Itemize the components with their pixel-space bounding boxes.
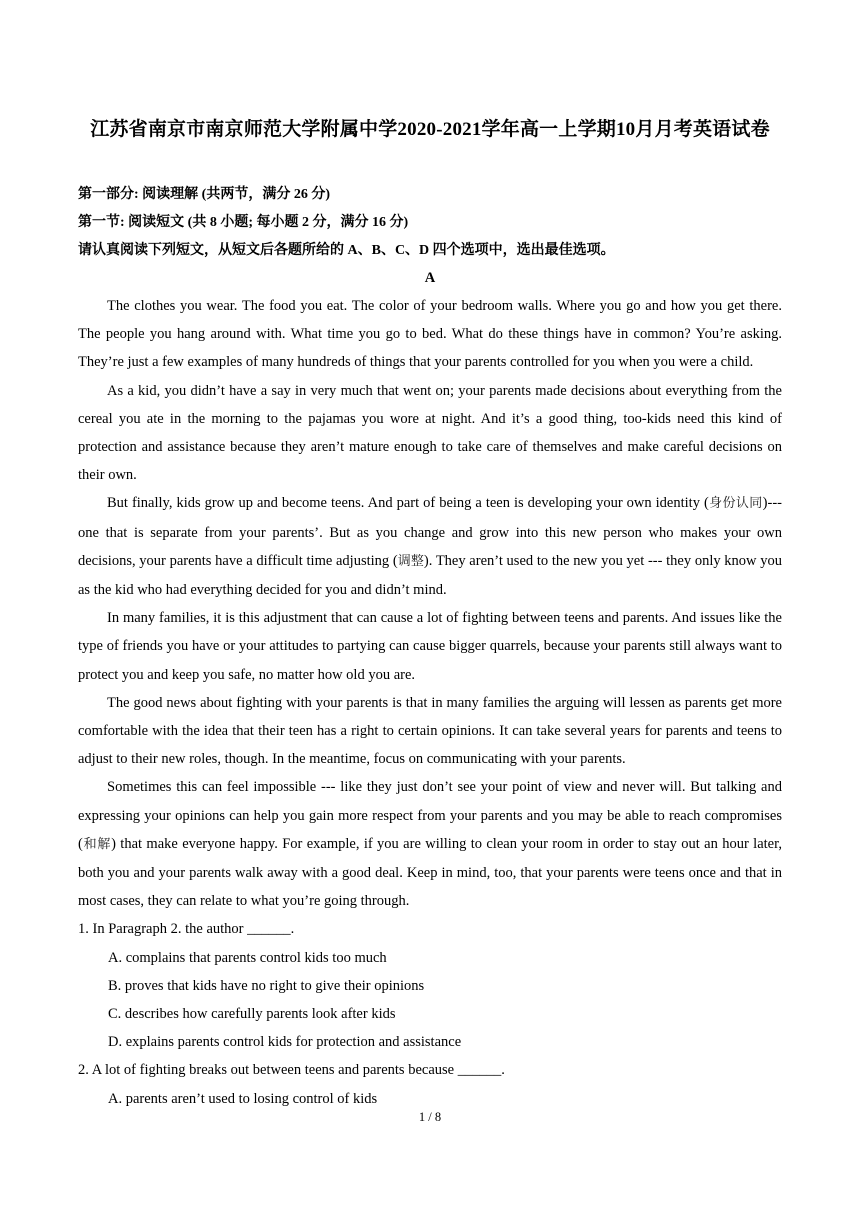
page-number: 1 / 8 <box>418 1110 442 1124</box>
paragraph-6-part-b: ) that make everyone happy. For example, if you are willing to clean your room in order to stay out an hour later, both you and your parents walk away with a good deal. Keep in mind, too, that your parents were teens once and that in most cases, they can relate to what you’re going through. <box>78 835 782 910</box>
paragraph-6 <box>78 773 782 915</box>
paragraph-3-part-a: But finally, kids grow up and become teens. And part of being a teen is developing your own identity ( <box>107 495 709 512</box>
gloss-identity: 身份认同 <box>708 496 763 512</box>
question-1-option-a: A. complains that parents control kids too much <box>108 949 387 966</box>
question-1-option-d: D. explains parents control kids for protection and assistance <box>108 1034 462 1051</box>
paragraph-3-part-b: )---one that is separate from your parents’. But as you change and grow into this new person who makes your own decisions, your parents have a difficult time adjusting ( <box>78 495 782 569</box>
question-1-stem: 1. In Paragraph 2. the author ______. <box>78 921 295 938</box>
gloss-compromises: 和解 <box>82 836 112 852</box>
paragraph-3-part-c: ). They aren’t used to the new you yet --- they only know you as the kid who had everything decided for you and didn’t mind. <box>78 552 782 599</box>
passage-label: A <box>424 270 436 286</box>
paragraph-2: As a kid, you didn’t have a say in very much that went on; your parents made decisions about everything from the cereal you ate in the morning to the pajamas you wore at night. And it’s a good thing, too-kids need this kind of protection and assistance because they aren’t mature enough to take care of themselves and make careful decisions on their own. <box>78 382 782 484</box>
instruction-text: 请认真阅读下列短文，从短文后各题所给的 A、B、C、D 四个选项中，选出最佳选项。 <box>78 243 615 258</box>
question-2-stem: 2. A lot of fighting breaks out between teens and parents because ______. <box>78 1062 505 1079</box>
question-1-option-b: B. proves that kids have no right to give their opinions <box>108 977 425 994</box>
paragraph-4: In many families, it is this adjustment that can cause a lot of fighting between teens and parents. And issues like the type of friends you have or your attitudes to partying can cause bigger quarrels, because your parents still always want to protect you and keep you safe, no matter how old you are. <box>78 610 782 683</box>
document-title: 江苏省南京市南京师范大学附属中学2020-2021学年高一上学期10月月考英语试卷 <box>90 119 770 140</box>
passage-body <box>78 292 782 1113</box>
paragraph-6-part-a: Sometimes this can feel impossible --- like they just don’t see your point of view and never will. But talking and expressing your opinions can help you gain more respect from your parents and you may be able to reach compromises ( <box>78 779 782 852</box>
paragraph-1: The clothes you wear. The food you eat. The color of your bedroom walls. Where you go and how you get there. The people you hang around with. What time you go to bed. What do these things have in common? You’re asking. They’re just a few examples of many hundreds of things that your parents controlled for you when you were a child. <box>78 298 782 371</box>
part-heading: 第一部分: 阅读理解 (共两节，满分 26 分) <box>78 187 330 202</box>
section-heading: 第一节: 阅读短文 (共 8 小题; 每小题 2 分，满分 16 分) <box>78 215 409 230</box>
paragraph-5: The good news about fighting with your parents is that in many families the arguing will lessen as parents get more comfortable with the idea that their teen has a right to certain opinions. It can take several years for parents and teens to adjust to their new roles, though. In the meantime, focus on communicating with your parents. <box>78 694 782 768</box>
question-2-option-a: A. parents aren’t used to losing control of kids <box>108 1090 378 1107</box>
question-1-option-c: C. describes how carefully parents look after kids <box>108 1006 396 1023</box>
paragraph-3 <box>78 489 782 604</box>
gloss-adjusting: 调整 <box>397 553 424 569</box>
